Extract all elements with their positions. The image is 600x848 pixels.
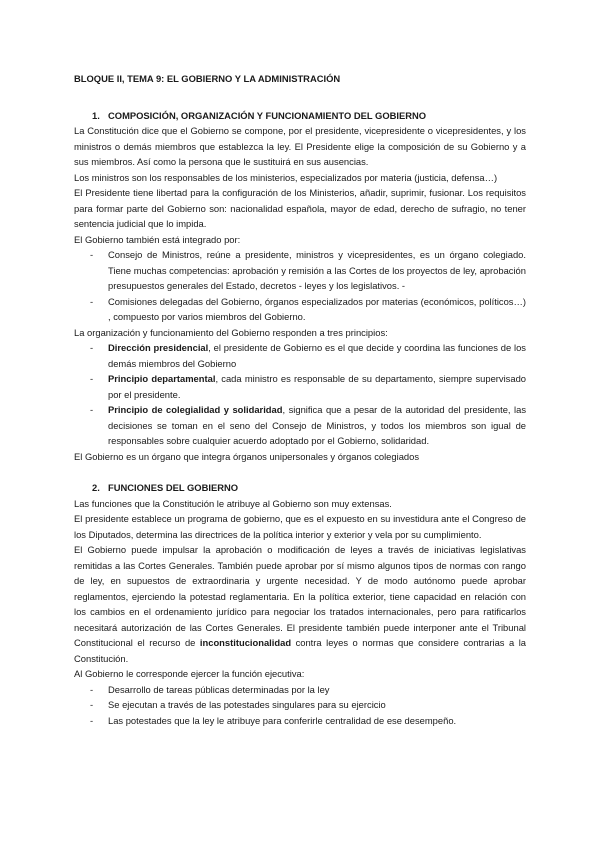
paragraph-text: El Gobierno puede impulsar la aprobación o modificación de leyes a través de iniciativas legislativas remitidas a las Cortes Generales. También puede aprobar por sí mismo algunos tipos de normas con rango de ley, en supuestos de extraordinaria y urgente necesidad. Y de modo autónomo puede aprobar reglamentos, ejerciendo la potestad reglamentaria. En la política exterior, tiene capacidad en relación con los cambios en el ordenamiento jurídico para negociar los tratados internacionales, pero para ratificarlos necesitará autorización de las Cortes Generales. El presidente también puede interponer ante el Tribunal Constitucional el recurso de — [74, 544, 526, 648]
paragraph: La organización y funcionamiento del Gobierno responden a tres principios: — [74, 326, 388, 338]
list-item — [74, 402, 526, 449]
paragraph: El Gobierno también está integrado por: — [74, 233, 241, 245]
list-item: - Consejo de Ministros, reúne a presidente, ministros y vicepresidentes, es un órgano colegiado. Tiene muchas competencias: aprobación y remisión a las Cortes de los proyectos de ley, aprobación presupuestos generales del Estado, decretos - leyes y los legislativos. - — [74, 247, 526, 294]
section-1-heading-text: COMPOSICIÓN, ORGANIZACIÓN Y FUNCIONAMIENTO DEL GOBIERNO — [108, 109, 427, 121]
principle-text: , significa que a pesar de la autoridad del presidente, las decisiones se toman en el seno del Consejo de Ministros, y todos los miembros son igual de responsables sobre cualquier acuerdo adoptado por el Gobierno, solidaridad. — [108, 404, 527, 446]
list-item: - Las potestades que la ley le atribuye para conferirle centralidad de ese desempeño. — [74, 713, 526, 729]
bold-term: inconstitucionalidad — [199, 637, 292, 648]
paragraph: El presidente establece un programa de gobierno, que es el expuesto en su investidura ante el Congreso de los Diputados, determina las directrices de la política interior y exterior y vela por su cumplimiento. — [74, 513, 526, 540]
section-2-heading — [74, 480, 526, 496]
paragraph: El Presidente tiene libertad para la configuración de los Ministerios, añadir, suprimir, fusionar. Los requisitos para formar parte del Gobierno son: nacionalidad española, mayor de edad, derecho de sufragio, no tener sentencia judicial que lo impida. — [74, 187, 526, 229]
document-title: BLOQUE II, TEMA 9: EL GOBIERNO Y LA ADMINISTRACIÓN — [74, 73, 341, 84]
list-item: - Se ejecutan a través de las potestades singulares para su ejercicio — [74, 697, 526, 713]
section-2-heading-text: FUNCIONES DEL GOBIERNO — [108, 482, 239, 493]
principle-term: Principio de colegialidad y solidaridad — [108, 404, 283, 415]
paragraph: Las funciones que la Constitución le atribuye al Gobierno son muy extensas. — [74, 497, 392, 509]
principle-term: Principio departamental — [108, 373, 216, 384]
government-bodies-list — [74, 247, 526, 325]
section-gap — [74, 464, 526, 480]
list-item — [74, 371, 526, 402]
list-item: - Comisiones delegadas del Gobierno, órganos especializados por materias (económicos, políticos…) , compuesto por varios miembros del Gobierno. — [74, 294, 526, 325]
list-item: - Desarrollo de tareas públicas determinadas por la ley — [74, 682, 526, 698]
paragraph: La Constitución dice que el Gobierno se compone, por el presidente, vicepresidente o vicepresidentes, y los ministros o demás miembros que establezca la ley. El Presidente elige la composición de su Gobierno y a sus miembros. Así como la persona que le sustituirá en sus ausencias. — [74, 125, 526, 167]
principle-text: , cada ministro es responsable de su departamento, siempre supervisado por el presidente. — [108, 373, 526, 400]
paragraph — [74, 542, 526, 666]
principle-text: , el presidente de Gobierno es el que decide y coordina las funciones de los demás miembros del Gobierno — [108, 342, 526, 369]
paragraph: Los ministros son los responsables de los ministerios, especializados por materia (justicia, defensa…) — [74, 171, 498, 183]
principle-term: Dirección presidencial — [108, 342, 209, 353]
paragraph: Al Gobierno le corresponde ejercer la función ejecutiva: — [74, 668, 305, 679]
section-1-number: 1. — [92, 109, 100, 121]
list-item — [74, 340, 526, 371]
executive-functions-list — [74, 682, 526, 729]
principles-list — [74, 340, 526, 449]
section-1-heading — [74, 108, 526, 124]
section-2-number: 2. — [92, 482, 100, 493]
paragraph-text: contra leyes o normas que considere contrarias a la Constitución. — [74, 637, 526, 664]
paragraph: El Gobierno es un órgano que integra órganos unipersonales y órganos colegiados — [74, 450, 420, 462]
